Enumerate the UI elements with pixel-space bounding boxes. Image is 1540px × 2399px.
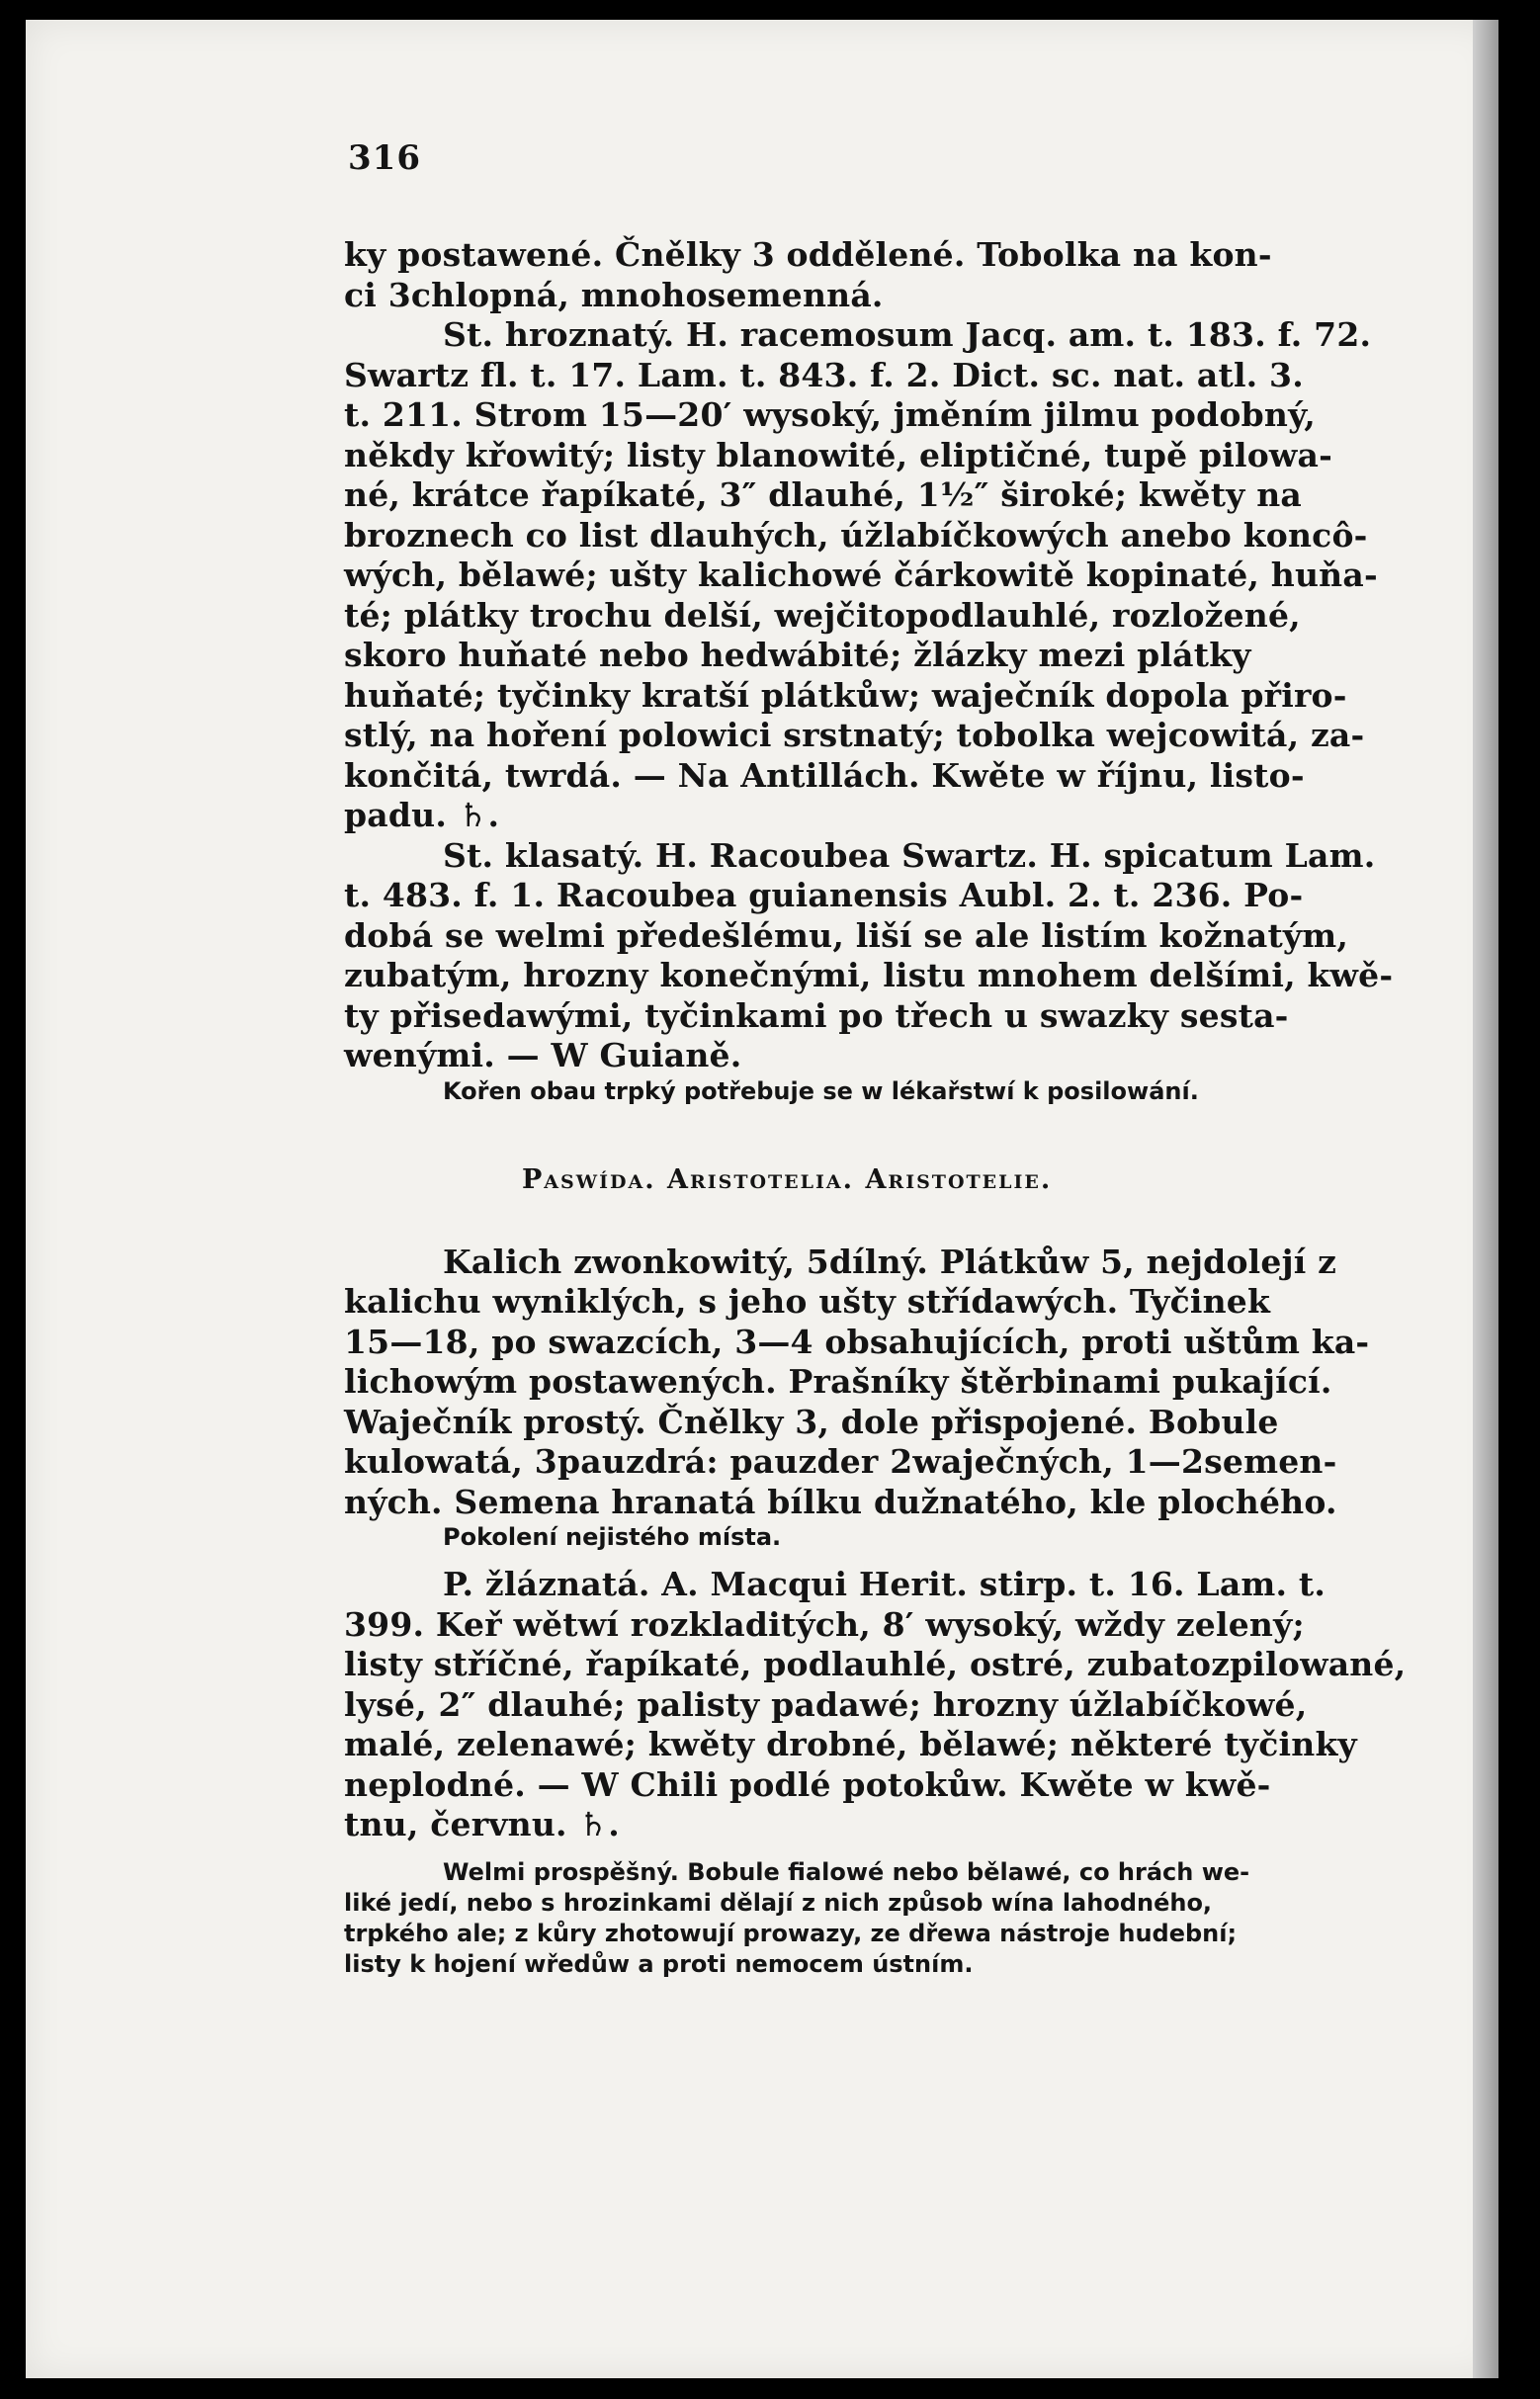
text-line: padu. ♄.	[344, 796, 500, 834]
text-block	[344, 138, 1451, 1980]
text-line: ty přisedawými, tyčinkami po třech u swazky sesta-	[344, 995, 1289, 1035]
text-line: né, krátce řapíkaté, 3″ dlauhé, 1½″ široké; kwěty na	[344, 475, 1303, 514]
text-line: t. 483. f. 1. Racoubea guianensis Aubl. 2. t. 236. Po-	[344, 876, 1304, 914]
text-line: Waječník prostý. Čnělky 3, dole přispojené. Bobule	[344, 1402, 1279, 1441]
text-line: skoro huňaté nebo hedwábité; žlázky mezi plátky	[344, 636, 1251, 674]
text-line: lysé, 2″ dlauhé; palisty padawé; hrozny úžlabíčkowé,	[344, 1684, 1308, 1724]
page-edge-shadow	[1473, 20, 1498, 2378]
page-number: 316	[348, 138, 421, 178]
text-line: Kalich zwonkowitý, 5dílný. Plátkůw 5, nejdolejí z	[443, 1242, 1337, 1281]
text-line: končitá, twrdá. — Na Antillách. Kwěte w říjnu, listo-	[344, 755, 1305, 795]
text-line: ných. Semena hranatá bílku dužnatého, kle plochého.	[344, 1482, 1337, 1521]
text-line: t. 211. Strom 15—20′ wysoký, jměním jilmu podobný,	[344, 395, 1316, 434]
species-entry-klasaty	[344, 836, 1451, 1076]
text-line: P. žláznatá. A. Macqui Herit. stirp. t. 16. Lam. t.	[443, 1565, 1326, 1603]
text-line: dobá se welmi předešlému, liší se ale listím kožnatým,	[344, 915, 1349, 955]
section-genus-continuation	[344, 235, 1451, 315]
footnote	[344, 1857, 1451, 1980]
text-line: ky postawené. Čnělky 3 oddělené. Tobolka na kon-	[344, 235, 1272, 274]
text-line: té; plátky trochu delší, wejčitopodlauhlé, rozložené,	[344, 595, 1301, 635]
text-line: tnu, červnu. ♄.	[344, 1805, 620, 1843]
text-line: lichowým postawených. Prašníky štěrbinami pukající.	[344, 1362, 1332, 1401]
placement-note: Pokolení nejistého místa.	[443, 1523, 782, 1551]
text-line: broznech co list dlauhých, úžlabíčkowých anebo koncô-	[344, 515, 1368, 555]
text-line: 15—18, po swazcích, 3—4 obsahujících, proti uštům ka-	[344, 1322, 1370, 1361]
text-line: kulowatá, 3pauzdrá: pauzder 2waječných, 1—2semen-	[344, 1442, 1337, 1481]
text-line: Swartz fl. t. 17. Lam. t. 843. f. 2. Dict. sc. nat. atl. 3.	[344, 355, 1304, 394]
text-line: kalichu wyniklých, s jeho ušty střídawých. Tyčinek	[344, 1282, 1271, 1321]
text-line: St. klasatý. H. Racoubea Swartz. H. spicatum Lam.	[443, 835, 1376, 875]
text-line: stlý, na hoření polowici srstnatý; tobolka wejcowitá, za-	[344, 716, 1365, 754]
usage-note: Kořen obau trpký potřebuje se w lékařstwí k posilowání.	[443, 1076, 1199, 1105]
footnote-line: liké jedí, nebo s hrozinkami dělají z nich způsob wína lahodného,	[344, 1888, 1213, 1917]
text-line: 399. Keř wětwí rozkladitých, 8′ wysoký, wždy zelený;	[344, 1604, 1305, 1644]
text-line: někdy křowitý; listy blanowité, eliptičné, tupě pilowa-	[344, 435, 1333, 474]
text-line: wých, bělawé; ušty kalichowé čárkowitě kopinaté, huňa-	[344, 556, 1378, 594]
species-entry-zlaznata	[344, 1565, 1451, 1845]
text-line: ci 3chlopná, mnohosemenná.	[344, 275, 884, 314]
text-line: malé, zelenawé; kwěty drobné, bělawé; některé tyčinky	[344, 1725, 1357, 1763]
text-line: huňaté; tyčinky kratší plátkůw; waječník dopola přiro-	[344, 675, 1347, 715]
genus-description	[344, 1242, 1451, 1523]
footnote-line: listy k hojení wředůw a proti nemocem ústním.	[344, 1949, 974, 1978]
text-line: wenými. — W Guianě.	[344, 1036, 742, 1074]
species-entry-hroznaty	[344, 315, 1451, 836]
book-page	[26, 20, 1498, 2378]
text-line: zubatým, hrozny konečnými, listu mnohem delšími, kwě-	[344, 956, 1394, 994]
text-line: neplodné. — W Chili podlé potokůw. Kwěte w kwě-	[344, 1764, 1271, 1804]
text-line: St. hroznatý. H. racemosum Jacq. am. t. 183. f. 72.	[443, 315, 1372, 354]
genus-heading: Paswída. Aristotelia. Aristotelie.	[522, 1163, 1053, 1195]
footnote-line: trpkého ale; z kůry zhotowují prowazy, ze dřewa nástroje hudební;	[344, 1919, 1238, 1947]
footnote-line: Welmi prospěšný. Bobule fialowé nebo bělawé, co hrách we-	[443, 1857, 1250, 1886]
text-line: listy stříčné, řapíkaté, podlauhlé, ostré, zubatozpilowané,	[344, 1645, 1407, 1683]
